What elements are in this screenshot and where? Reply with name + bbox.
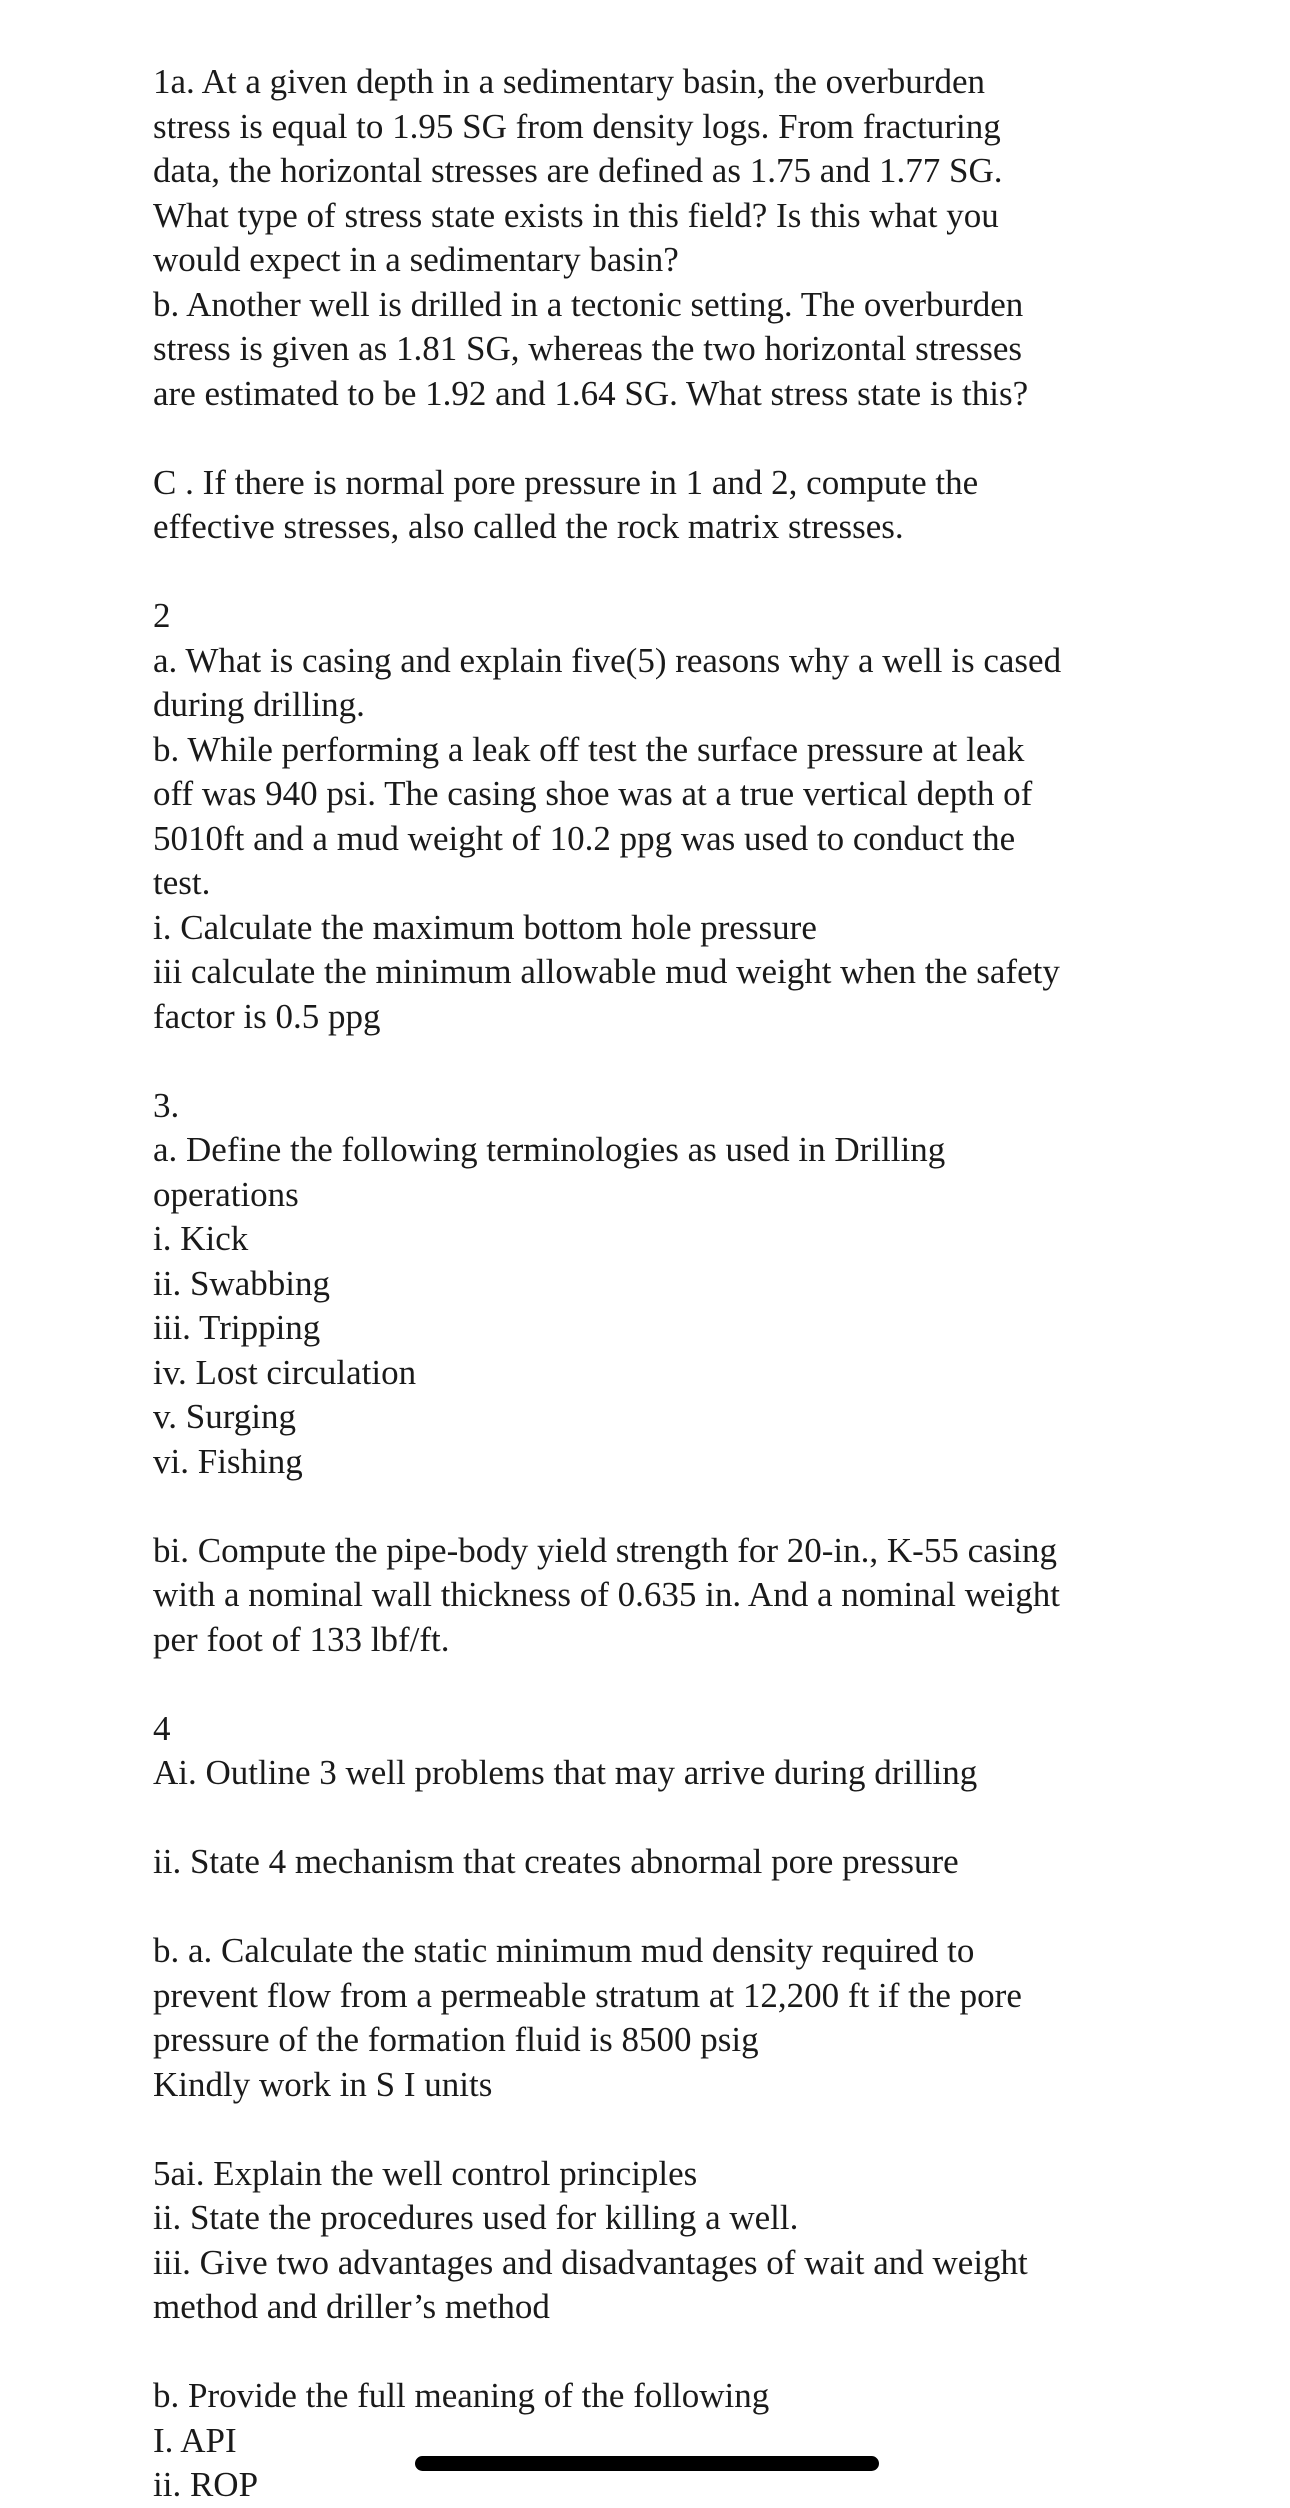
text-line: i. Kick: [153, 1219, 249, 1258]
text-line: are estimated to be 1.92 and 1.64 SG. What stress state is this?: [153, 373, 1029, 413]
text-line: b. While performing a leak off test the surface pressure at leak: [153, 729, 1025, 769]
text-line: factor is 0.5 ppg: [153, 996, 381, 1036]
paragraph-gap: [153, 550, 1183, 595]
text-line: b. Provide the full meaning of the following: [153, 2376, 770, 2415]
paragraph-gap: [153, 1662, 1183, 1707]
text-line: a. Define the following terminologies as used in Drilling: [153, 1130, 946, 1169]
paragraph-gap: [153, 1484, 1183, 1529]
text-line: during drilling.: [153, 685, 365, 724]
text-line: Ai. Outline 3 well problems that may arrive during drilling: [153, 1753, 978, 1792]
text-line: C . If there is normal pore pressure in 1 and 2, compute the: [153, 462, 979, 502]
text-line: ii. Swabbing: [153, 1263, 330, 1303]
text-line: bi. Compute the pipe-body yield strength for 20-in., K-55 casing: [153, 1530, 1058, 1570]
text-line: ii. State the procedures used for killing a well.: [153, 2198, 799, 2237]
paragraph-gap: [153, 2107, 1183, 2152]
text-line: i. Calculate the maximum bottom hole pressure: [153, 907, 817, 947]
text-line: 4: [153, 1708, 171, 1748]
home-indicator[interactable]: [415, 2456, 879, 2471]
text-line: ii. State 4 mechanism that creates abnormal pore pressure: [153, 1842, 959, 1881]
text-line: iii. Tripping: [153, 1308, 321, 1347]
text-line: ii. ROP: [153, 2465, 259, 2504]
document-body: [153, 60, 1183, 2508]
text-line: per foot of 133 lbf/ft.: [153, 1619, 450, 1659]
text-line: pressure of the formation fluid is 8500 psig: [153, 2020, 759, 2059]
text-line: with a nominal wall thickness of 0.635 in. And a nominal weight: [153, 1575, 1060, 1614]
text-line: prevent flow from a permeable stratum at 12,200 ft if the pore: [153, 1975, 1022, 2015]
text-line: effective stresses, also called the rock matrix stresses.: [153, 507, 904, 546]
text-line: iii calculate the minimum allowable mud weight when the safety: [153, 952, 1060, 991]
text-line: b. Another well is drilled in a tectonic setting. The overburden: [153, 284, 1024, 324]
text-line: v. Surging: [153, 1397, 296, 1436]
text-line: 5010ft and a mud weight of 10.2 ppg was used to conduct the: [153, 818, 1016, 858]
text-line: data, the horizontal stresses are defined as 1.75 and 1.77 SG.: [153, 151, 1003, 190]
text-line: 3.: [153, 1085, 180, 1125]
paragraph-gap: [153, 416, 1183, 461]
text-line: would expect in a sedimentary basin?: [153, 240, 679, 279]
paragraph-gap: [153, 1796, 1183, 1841]
text-line: a. What is casing and explain five(5) reasons why a well is cased: [153, 640, 1062, 680]
text-line: stress is equal to 1.95 SG from density logs. From fracturing: [153, 106, 1001, 146]
paragraph-gap: [153, 2330, 1183, 2375]
text-line: b. a. Calculate the static minimum mud density required to: [153, 1931, 975, 1970]
text-line: What type of stress state exists in this field? Is this what you: [153, 195, 999, 235]
text-line: 2: [153, 596, 171, 635]
text-line: I. API: [153, 2420, 237, 2460]
text-line: Kindly work in S I units: [153, 2064, 493, 2104]
text-line: stress is given as 1.81 SG, whereas the two horizontal stresses: [153, 329, 1023, 368]
text-line: 5ai. Explain the well control principles: [153, 2153, 698, 2193]
text-line: method and driller’s method: [153, 2287, 550, 2326]
text-line: 1a. At a given depth in a sedimentary basin, the overburden: [153, 62, 985, 101]
paragraph-gap: [153, 1039, 1183, 1084]
text-line: off was 940 psi. The casing shoe was at a true vertical depth of: [153, 774, 1033, 813]
text-line: iv. Lost circulation: [153, 1352, 417, 1392]
paragraph-gap: [153, 1885, 1183, 1930]
text-line: iii. Give two advantages and disadvantages of wait and weight: [153, 2242, 1028, 2282]
text-line: operations: [153, 1174, 299, 1214]
text-line: vi. Fishing: [153, 1441, 303, 1481]
text-line: test.: [153, 863, 211, 902]
